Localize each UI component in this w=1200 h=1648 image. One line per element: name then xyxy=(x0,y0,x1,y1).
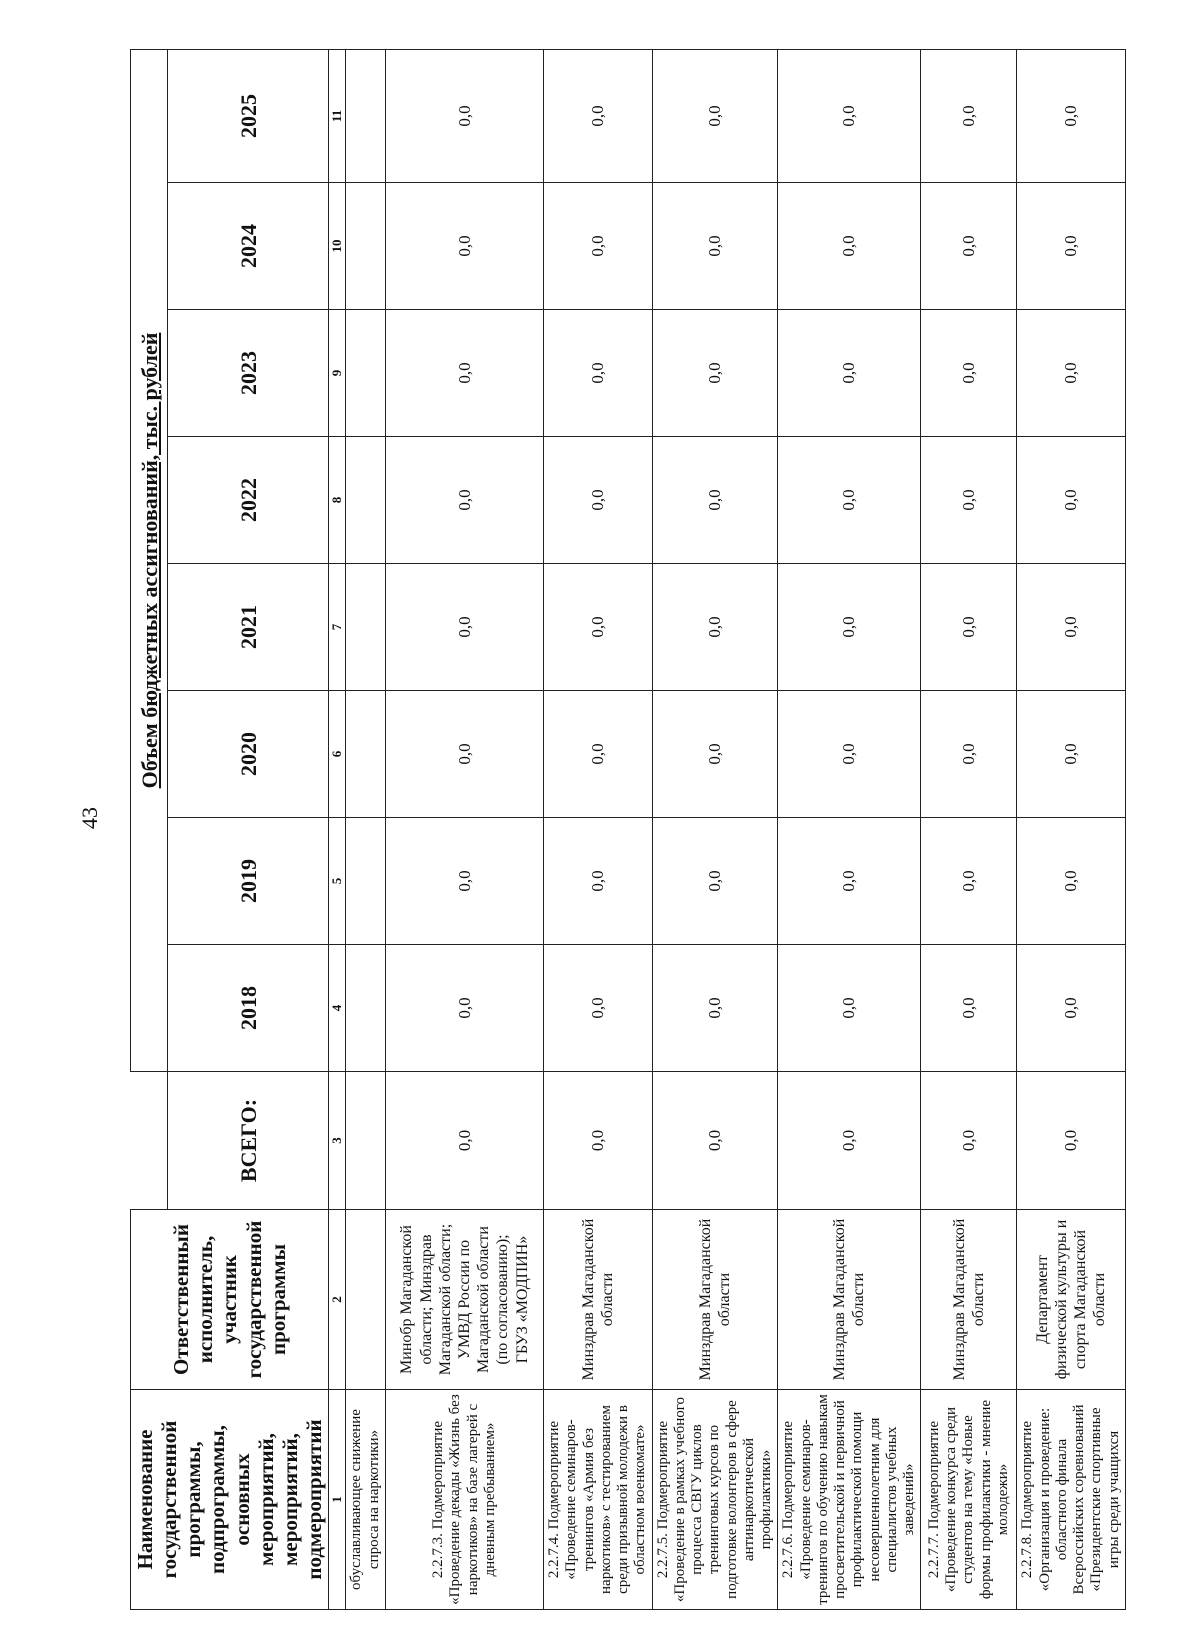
row-responsible: Минобр Магаданской области; Минздрав Магаданской области; УМВД России по Магаданской области (по согласованию); ГБУЗ «МОДПИН» xyxy=(386,1210,544,1390)
row-responsible: Департамент физической культуры и спорта Магаданской области xyxy=(1017,1210,1126,1390)
column-number: 9 xyxy=(329,310,346,437)
table-row xyxy=(778,49,921,1609)
row-responsible: Минздрав Магаданской области xyxy=(778,1210,921,1390)
column-number: 1 xyxy=(329,1390,346,1610)
row-year-value: 0,0 xyxy=(652,818,778,945)
row-year-value: 0,0 xyxy=(778,564,921,691)
row-year-value: 0,0 xyxy=(1017,691,1126,818)
column-number: 6 xyxy=(329,691,346,818)
row-year-value xyxy=(346,183,386,310)
header-year: 2021 xyxy=(168,564,329,691)
header-year: 2024 xyxy=(168,183,329,310)
row-year-value: 0,0 xyxy=(544,49,653,182)
row-responsible xyxy=(346,1210,386,1390)
row-year-value: 0,0 xyxy=(921,818,1017,945)
row-year-value: 0,0 xyxy=(1017,818,1126,945)
row-year-value: 0,0 xyxy=(778,183,921,310)
column-number: 8 xyxy=(329,437,346,564)
row-year-value: 0,0 xyxy=(778,818,921,945)
header-name: Наименование государственной программы, подпрограммы, основных мероприятий, мероприятий, подмероприятий xyxy=(131,1390,329,1610)
row-name: 2.2.7.5. Подмероприятие «Проведение в рамках учебного процесса СВГУ циклов тренинговых курсов по подготовке волонтеров в сфере антинаркотической профилактики» xyxy=(652,1390,778,1610)
column-number: 3 xyxy=(329,1072,346,1210)
header-year: 2022 xyxy=(168,437,329,564)
row-total-value: 0,0 xyxy=(778,1072,921,1210)
row-year-value: 0,0 xyxy=(1017,437,1126,564)
row-year-value: 0,0 xyxy=(921,183,1017,310)
row-name: 2.2.7.6. Подмероприятие «Проведение семинаров-тренингов по обучению навыкам просветительской и первичной профилактической помощи несовершеннолетним для специалистов учебных заведений» xyxy=(778,1390,921,1610)
budget-table-sheet xyxy=(130,50,1122,1610)
row-year-value: 0,0 xyxy=(544,310,653,437)
row-year-value: 0,0 xyxy=(652,310,778,437)
row-year-value: 0,0 xyxy=(778,945,921,1072)
row-total-value: 0,0 xyxy=(921,1072,1017,1210)
header-year: 2019 xyxy=(168,818,329,945)
table-row xyxy=(652,49,778,1609)
row-responsible: Минздрав Магаданской области xyxy=(544,1210,653,1390)
row-year-value: 0,0 xyxy=(778,691,921,818)
header-year: 2018 xyxy=(168,945,329,1072)
header-year: 2020 xyxy=(168,691,329,818)
row-total-value: 0,0 xyxy=(1017,1072,1126,1210)
header-responsible: Ответственный исполнитель, участник государственной программы xyxy=(131,1210,329,1390)
row-year-value: 0,0 xyxy=(386,818,544,945)
column-number: 7 xyxy=(329,564,346,691)
row-year-value: 0,0 xyxy=(1017,310,1126,437)
row-year-value: 0,0 xyxy=(544,183,653,310)
row-year-value xyxy=(346,310,386,437)
row-year-value: 0,0 xyxy=(1017,945,1126,1072)
row-year-value xyxy=(346,691,386,818)
row-year-value: 0,0 xyxy=(544,945,653,1072)
budget-table xyxy=(130,49,1126,1610)
table-row xyxy=(386,49,544,1609)
row-year-value: 0,0 xyxy=(1017,564,1126,691)
row-year-value: 0,0 xyxy=(652,437,778,564)
row-total-value: 0,0 xyxy=(652,1072,778,1210)
row-name: 2.2.7.3. Подмероприятие «Проведение декады «Жизнь без наркотиков» на базе лагерей с дневным пребыванием» xyxy=(386,1390,544,1610)
column-number: 5 xyxy=(329,818,346,945)
table-row xyxy=(921,49,1017,1609)
row-year-value: 0,0 xyxy=(544,691,653,818)
header-year: 2025 xyxy=(168,49,329,182)
page-number: 43 xyxy=(77,807,102,829)
row-year-value: 0,0 xyxy=(386,310,544,437)
row-total-value xyxy=(346,1072,386,1210)
header-year: 2023 xyxy=(168,310,329,437)
row-total-value: 0,0 xyxy=(544,1072,653,1210)
row-year-value: 0,0 xyxy=(1017,49,1126,182)
row-year-value: 0,0 xyxy=(386,564,544,691)
table-body xyxy=(346,49,1126,1609)
row-year-value: 0,0 xyxy=(386,183,544,310)
row-name: 2.2.7.7. Подмероприятие «Проведение конкурса среди студентов на тему «Новые формы профилактики - мнение молодежи» xyxy=(921,1390,1017,1610)
row-year-value: 0,0 xyxy=(921,691,1017,818)
row-year-value: 0,0 xyxy=(652,691,778,818)
row-year-value xyxy=(346,945,386,1072)
row-year-value xyxy=(346,818,386,945)
row-year-value: 0,0 xyxy=(778,49,921,182)
row-year-value: 0,0 xyxy=(544,564,653,691)
row-year-value: 0,0 xyxy=(921,437,1017,564)
table-row xyxy=(1017,49,1126,1609)
header-budget-spacer xyxy=(131,1072,168,1210)
row-year-value: 0,0 xyxy=(652,49,778,182)
column-number: 2 xyxy=(329,1210,346,1390)
column-number: 10 xyxy=(329,183,346,310)
table-row xyxy=(346,49,386,1609)
header-total: ВСЕГО: xyxy=(168,1072,329,1210)
row-year-value: 0,0 xyxy=(544,818,653,945)
row-year-value: 0,0 xyxy=(921,564,1017,691)
row-year-value: 0,0 xyxy=(386,49,544,182)
row-year-value: 0,0 xyxy=(652,564,778,691)
column-number: 4 xyxy=(329,945,346,1072)
row-year-value: 0,0 xyxy=(778,437,921,564)
row-year-value xyxy=(346,437,386,564)
row-year-value: 0,0 xyxy=(386,945,544,1072)
row-year-value: 0,0 xyxy=(652,945,778,1072)
row-year-value: 0,0 xyxy=(921,310,1017,437)
row-year-value xyxy=(346,564,386,691)
row-year-value: 0,0 xyxy=(544,437,653,564)
row-year-value: 0,0 xyxy=(1017,183,1126,310)
row-responsible: Минздрав Магаданской области xyxy=(652,1210,778,1390)
row-responsible: Минздрав Магаданской области xyxy=(921,1210,1017,1390)
row-name: 2.2.7.8. Подмероприятие «Организация и проведение: областного финала Всероссийских соревнований «Президентские спортивные игры среди учащихся xyxy=(1017,1390,1126,1610)
row-year-value: 0,0 xyxy=(921,49,1017,182)
header-budget: Объем бюджетных ассигнований, тыс. рублей xyxy=(131,49,168,1071)
row-year-value xyxy=(346,49,386,182)
table-row xyxy=(544,49,653,1609)
row-year-value: 0,0 xyxy=(778,310,921,437)
row-name: 2.2.7.4. Подмероприятие «Проведение семинаров-тренингов «Армия без наркотиков» с тестированием среди призывной молодежи в областном военкомате» xyxy=(544,1390,653,1610)
row-year-value: 0,0 xyxy=(386,691,544,818)
row-year-value: 0,0 xyxy=(652,183,778,310)
column-number-row xyxy=(329,49,346,1609)
column-number: 11 xyxy=(329,49,346,182)
row-total-value: 0,0 xyxy=(386,1072,544,1210)
row-year-value: 0,0 xyxy=(386,437,544,564)
row-name: обуславливающее снижение спроса на наркотики» xyxy=(346,1390,386,1610)
row-year-value: 0,0 xyxy=(921,945,1017,1072)
